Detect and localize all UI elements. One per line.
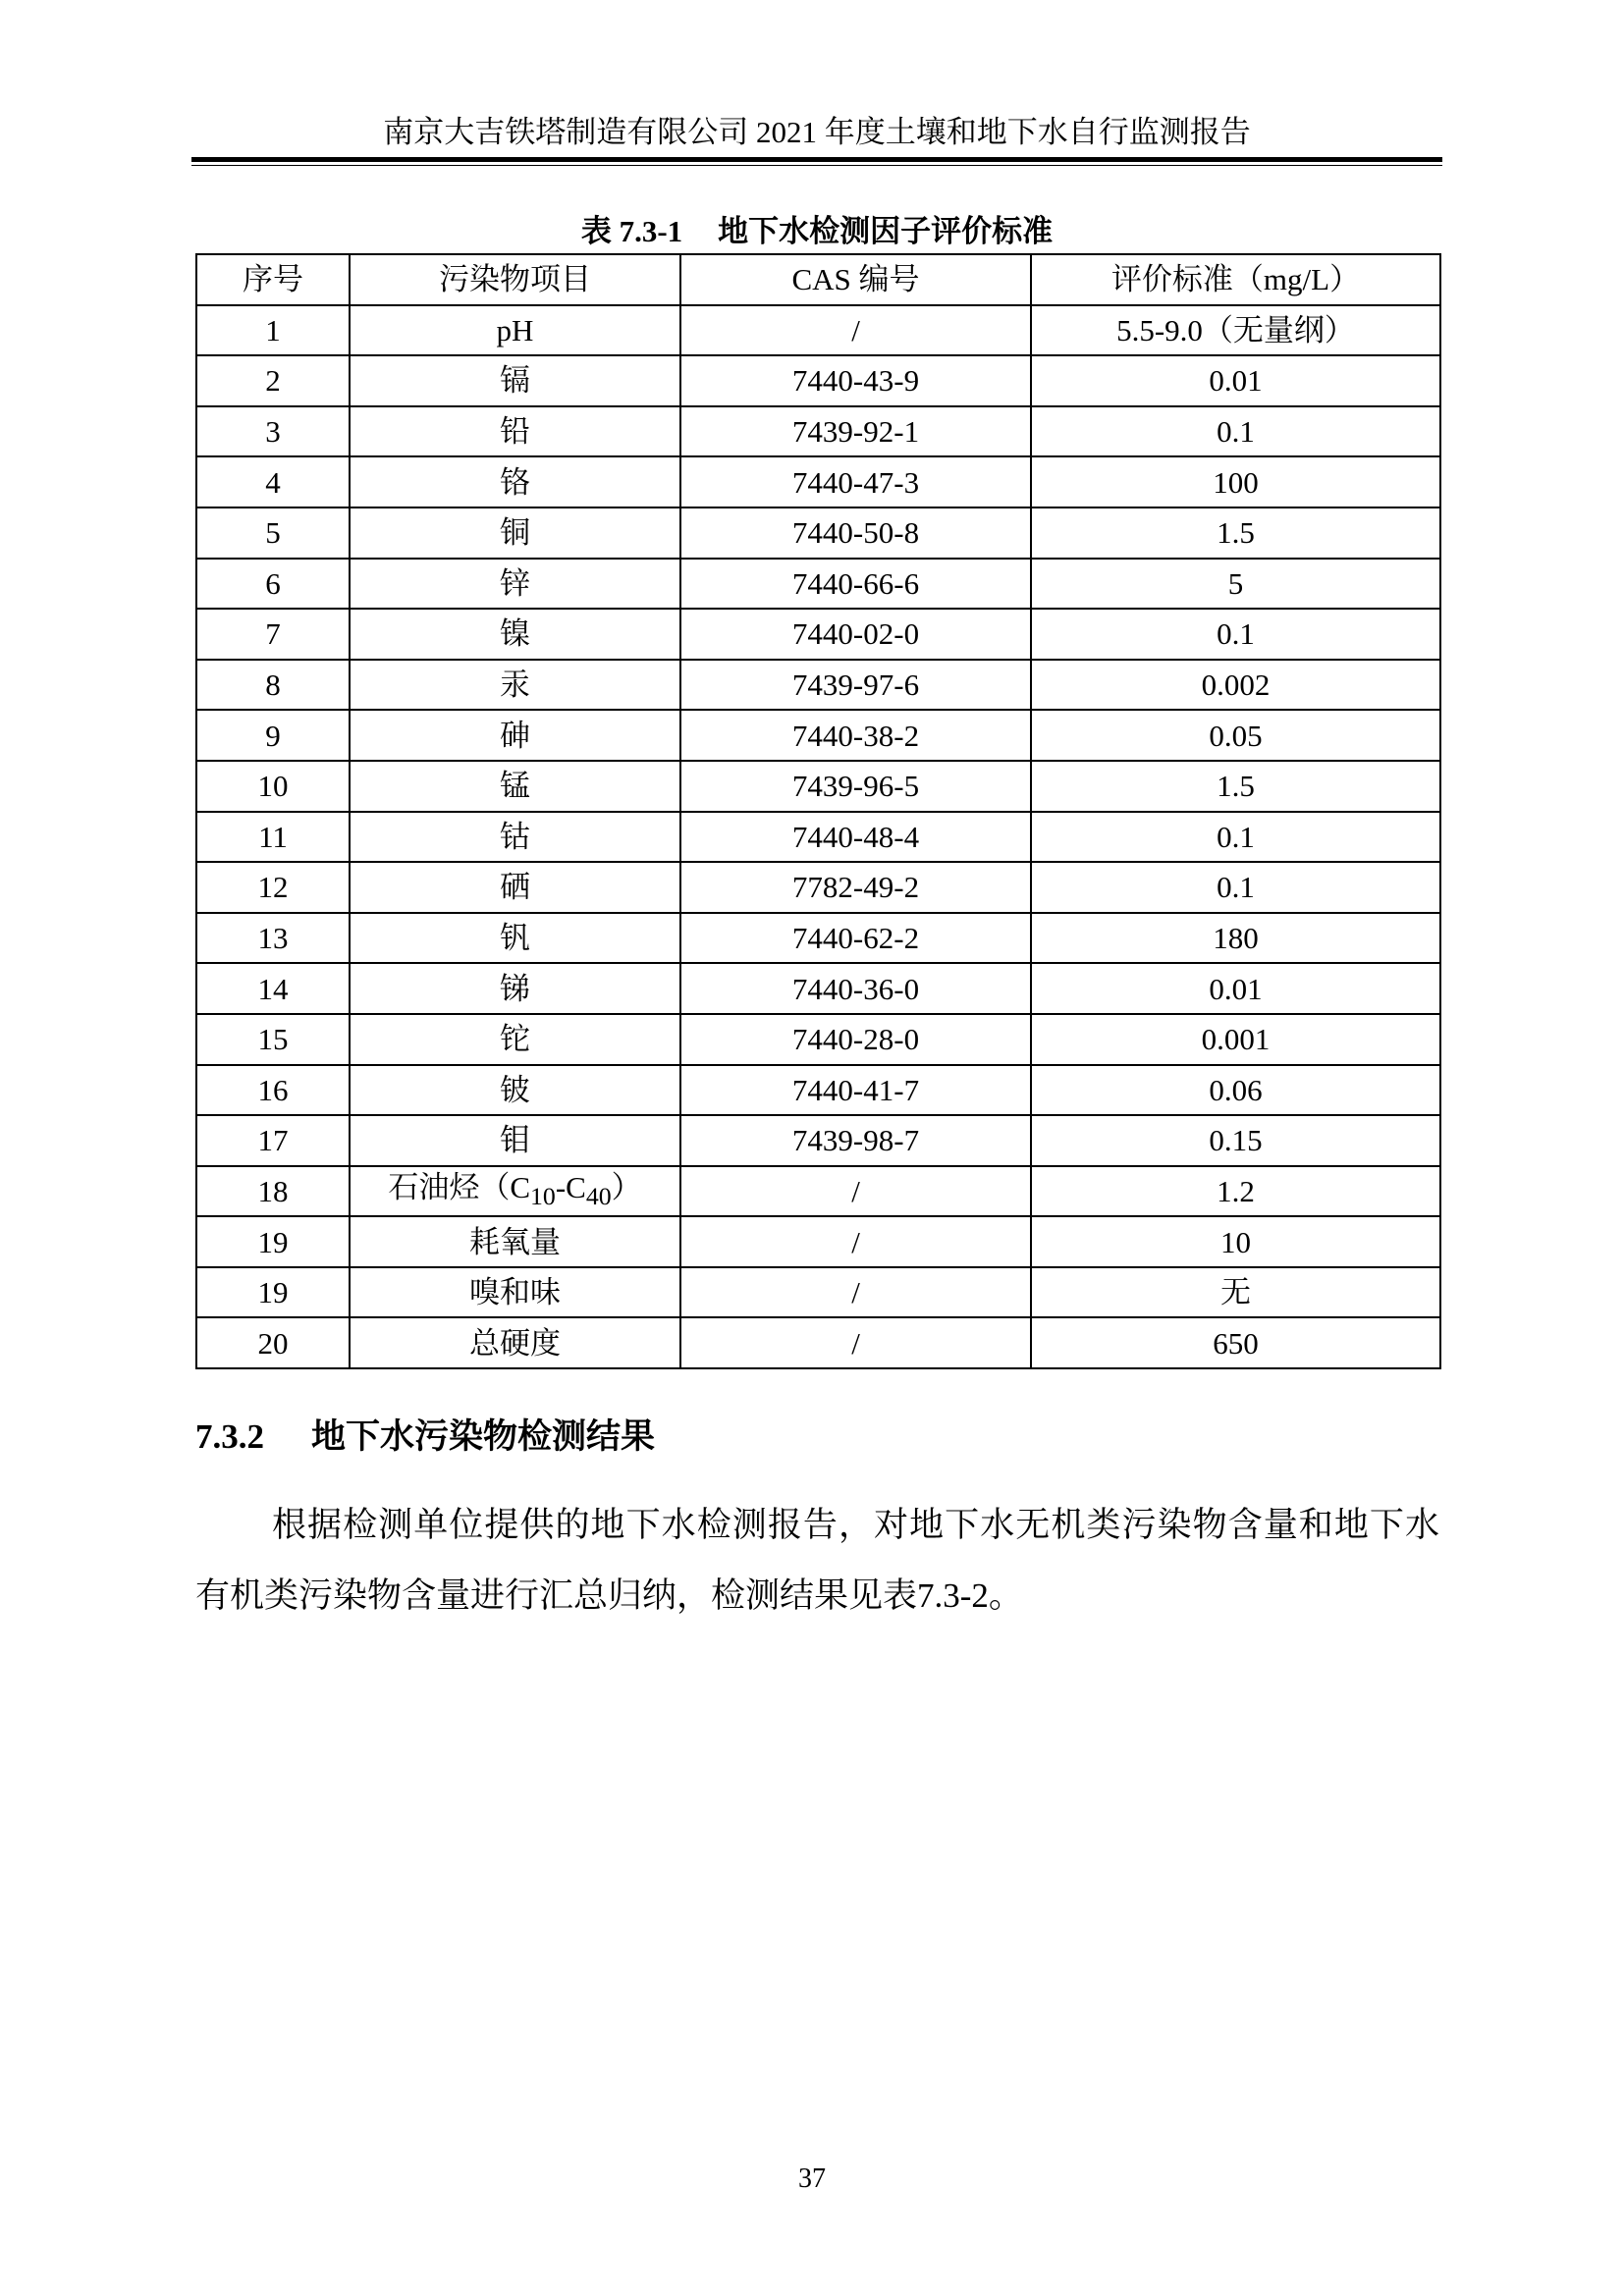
cell-index: 10	[196, 761, 350, 812]
table-row	[196, 456, 1440, 507]
cell-cas: 7439-96-5	[680, 761, 1031, 812]
cell-index: 7	[196, 609, 350, 660]
cell-index: 16	[196, 1065, 350, 1116]
table-row	[196, 812, 1440, 863]
cell-pollutant: 锑	[350, 963, 680, 1014]
table-row	[196, 559, 1440, 610]
column-header-standard: 评价标准（mg/L）	[1031, 254, 1440, 305]
table-row	[196, 1267, 1440, 1318]
cell-pollutant: 总硬度	[350, 1317, 680, 1368]
cell-cas: 7440-28-0	[680, 1014, 1031, 1065]
table-caption-number: 表 7.3-1	[580, 214, 683, 248]
cell-pollutant: 耗氧量	[350, 1216, 680, 1267]
table-header-row	[196, 254, 1440, 305]
header-rule-thin	[191, 165, 1442, 166]
column-header-pollutant: 污染物项目	[350, 254, 680, 305]
cell-index: 13	[196, 913, 350, 964]
cell-pollutant: 汞	[350, 660, 680, 711]
column-header-cas: CAS 编号	[680, 254, 1031, 305]
petroleum-mid: -C	[555, 1170, 586, 1205]
cell-standard: 0.1	[1031, 812, 1440, 863]
cell-cas: 7440-48-4	[680, 812, 1031, 863]
cell-index: 4	[196, 456, 350, 507]
cell-pollutant: 铜	[350, 507, 680, 559]
cell-standard: 180	[1031, 913, 1440, 964]
standards-table	[195, 253, 1441, 1369]
column-header-index: 序号	[196, 254, 350, 305]
table-row	[196, 355, 1440, 406]
petroleum-prefix: 石油烃（C	[388, 1170, 531, 1205]
cell-cas: 7439-92-1	[680, 406, 1031, 457]
cell-pollutant: 钴	[350, 812, 680, 863]
cell-cas: 7440-38-2	[680, 710, 1031, 761]
cell-cas: 7440-62-2	[680, 913, 1031, 964]
section-heading	[195, 1414, 655, 1461]
table-row	[196, 1115, 1440, 1166]
cell-index: 9	[196, 710, 350, 761]
cell-cas: 7439-98-7	[680, 1115, 1031, 1166]
cell-cas: 7440-02-0	[680, 609, 1031, 660]
table-row	[196, 862, 1440, 913]
cell-cas: 7440-43-9	[680, 355, 1031, 406]
table-caption-title: 地下水检测因子评价标准	[718, 214, 1054, 248]
running-header: 南京大吉铁塔制造有限公司 2021 年度土壤和地下水自行监测报告	[383, 115, 1251, 149]
cell-pollutant: 钼	[350, 1115, 680, 1166]
cell-pollutant: 嗅和味	[350, 1267, 680, 1318]
cell-index: 12	[196, 862, 350, 913]
cell-pollutant: 砷	[350, 710, 680, 761]
petroleum-suffix: ）	[611, 1170, 642, 1205]
table-caption	[191, 208, 1442, 255]
cell-standard: 0.01	[1031, 963, 1440, 1014]
cell-standard: 0.01	[1031, 355, 1440, 406]
table-row	[196, 660, 1440, 711]
table-row	[196, 1065, 1440, 1116]
cell-standard: 1.2	[1031, 1166, 1440, 1217]
cell-index: 8	[196, 660, 350, 711]
cell-index: 17	[196, 1115, 350, 1166]
cell-pollutant: 镍	[350, 609, 680, 660]
header-rule-thick	[191, 157, 1442, 162]
cell-pollutant: 镉	[350, 355, 680, 406]
cell-index: 14	[196, 963, 350, 1014]
table-row	[196, 609, 1440, 660]
table-row	[196, 1317, 1440, 1368]
section-number: 7.3.2	[195, 1417, 264, 1456]
cell-cas: /	[680, 1216, 1031, 1267]
cell-pollutant: 铍	[350, 1065, 680, 1116]
section-title: 地下水污染物检测结果	[311, 1417, 656, 1456]
cell-standard: 0.1	[1031, 609, 1440, 660]
cell-pollutant: 钒	[350, 913, 680, 964]
cell-pollutant: pH	[350, 305, 680, 356]
cell-index: 1	[196, 305, 350, 356]
cell-index: 19	[196, 1216, 350, 1267]
cell-index: 19	[196, 1267, 350, 1318]
cell-standard: 0.1	[1031, 406, 1440, 457]
cell-cas: 7440-50-8	[680, 507, 1031, 559]
petroleum-sub2: 40	[585, 1182, 612, 1211]
cell-standard: 0.06	[1031, 1065, 1440, 1116]
cell-standard: 650	[1031, 1317, 1440, 1368]
cell-standard: 0.15	[1031, 1115, 1440, 1166]
cell-index: 3	[196, 406, 350, 457]
cell-cas: /	[680, 305, 1031, 356]
table-row	[196, 1216, 1440, 1267]
cell-index: 20	[196, 1317, 350, 1368]
cell-standard: 0.002	[1031, 660, 1440, 711]
cell-index: 11	[196, 812, 350, 863]
cell-standard: 0.1	[1031, 862, 1440, 913]
cell-index: 6	[196, 559, 350, 610]
cell-standard: 5	[1031, 559, 1440, 610]
table-row	[196, 1166, 1440, 1217]
table-row	[196, 710, 1440, 761]
cell-index: 18	[196, 1166, 350, 1217]
cell-standard: 0.05	[1031, 710, 1440, 761]
cell-cas: 7440-41-7	[680, 1065, 1031, 1116]
cell-pollutant: 硒	[350, 862, 680, 913]
cell-pollutant: 铅	[350, 406, 680, 457]
cell-standard: 100	[1031, 456, 1440, 507]
table-row	[196, 305, 1440, 356]
table-row	[196, 406, 1440, 457]
cell-index: 15	[196, 1014, 350, 1065]
cell-standard: 5.5-9.0（无量纲）	[1031, 305, 1440, 356]
table-body	[196, 305, 1440, 1368]
cell-standard: 0.001	[1031, 1014, 1440, 1065]
cell-cas: 7782-49-2	[680, 862, 1031, 913]
cell-pollutant: 锌	[350, 559, 680, 610]
cell-cas: /	[680, 1317, 1031, 1368]
table-row	[196, 507, 1440, 559]
cell-cas: 7440-47-3	[680, 456, 1031, 507]
cell-cas: 7439-97-6	[680, 660, 1031, 711]
cell-standard: 1.5	[1031, 761, 1440, 812]
table-row	[196, 963, 1440, 1014]
cell-cas: 7440-66-6	[680, 559, 1031, 610]
cell-standard: 10	[1031, 1216, 1440, 1267]
cell-pollutant: 锰	[350, 761, 680, 812]
table-row	[196, 1014, 1440, 1065]
cell-pollutant	[350, 1166, 680, 1217]
cell-cas: /	[680, 1166, 1031, 1217]
cell-pollutant: 铬	[350, 456, 680, 507]
cell-index: 5	[196, 507, 350, 559]
cell-standard: 无	[1031, 1267, 1440, 1318]
page-number: 37	[798, 2163, 826, 2194]
body-paragraph: 根据检测单位提供的地下水检测报告，对地下水无机类污染物含量和地下水有机类污染物含量进行汇总归纳，检测结果见表7.3-2。	[195, 1506, 1439, 1615]
petroleum-sub1: 10	[530, 1182, 556, 1211]
table-row	[196, 761, 1440, 812]
cell-pollutant: 铊	[350, 1014, 680, 1065]
cell-cas: /	[680, 1267, 1031, 1318]
cell-standard: 1.5	[1031, 507, 1440, 559]
table-row	[196, 913, 1440, 964]
cell-index: 2	[196, 355, 350, 406]
cell-cas: 7440-36-0	[680, 963, 1031, 1014]
